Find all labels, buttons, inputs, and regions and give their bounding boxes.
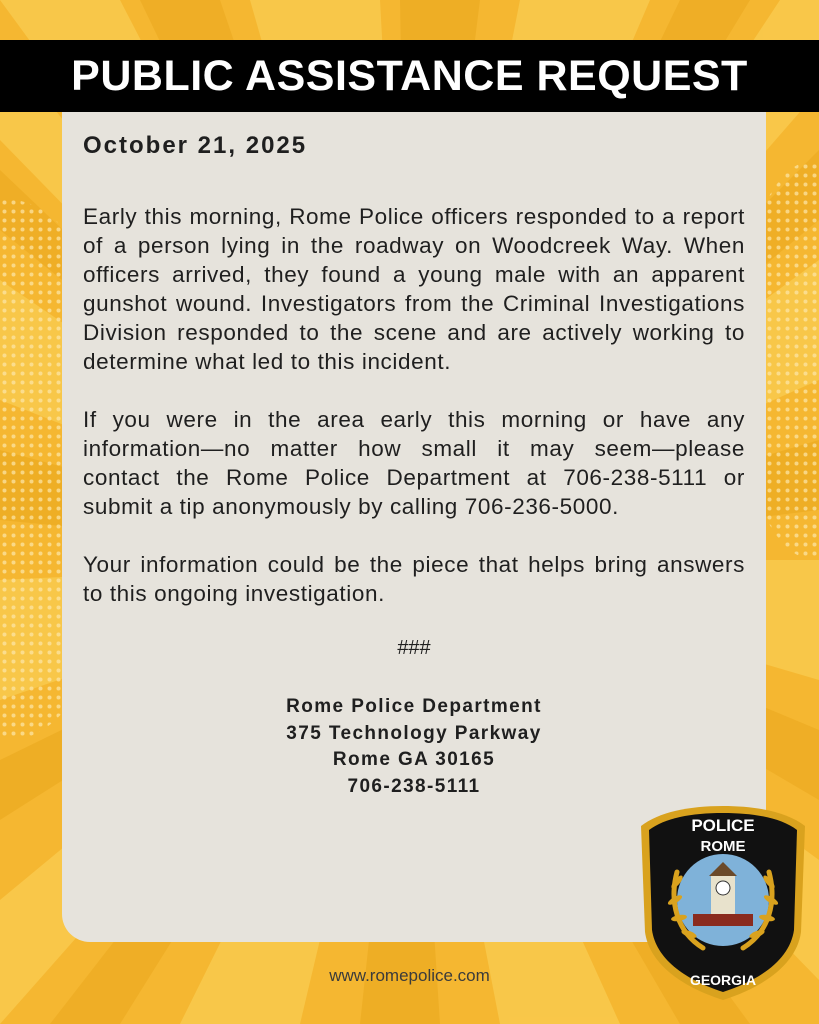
end-marker: ### [397, 637, 431, 659]
contact-phone: 706-238-5111 [347, 775, 481, 797]
police-badge-logo [637, 802, 809, 1004]
paragraph-request: If you were in the area early this morning or have any information—no matter how small it may seem—please contact the Rome Police Department at 706-238-5111 or submit a tip anonymously by calling 706-236-5000. [83, 407, 745, 519]
website-link[interactable]: www.romepolice.com [329, 966, 490, 985]
contact-block [83, 694, 745, 800]
badge-police-text: POLICE [691, 816, 755, 835]
contact-street: 375 Technology Parkway [286, 722, 542, 744]
contact-city: Rome GA 30165 [332, 749, 496, 770]
contact-name: Rome Police Department [286, 696, 542, 717]
release-date: October 21, 2025 [83, 132, 308, 159]
paragraph-incident: Early this morning, Rome Police officers responded to a report of a person lying in the roadway on Woodcreek Way. When officers arrived, they found a young male with an apparent gunshot wound. Investigators from the Criminal Investigations Division responded to the scene and are actively working to determine what led to this incident. [83, 204, 745, 374]
badge-rome-text: ROME [700, 838, 746, 855]
paragraph-closing: Your information could be the piece that helps bring answers to this ongoing investigation. [83, 552, 745, 606]
badge-georgia-text: GEORGIA [689, 972, 757, 988]
banner-title: PUBLIC ASSISTANCE REQUEST [0, 40, 819, 112]
